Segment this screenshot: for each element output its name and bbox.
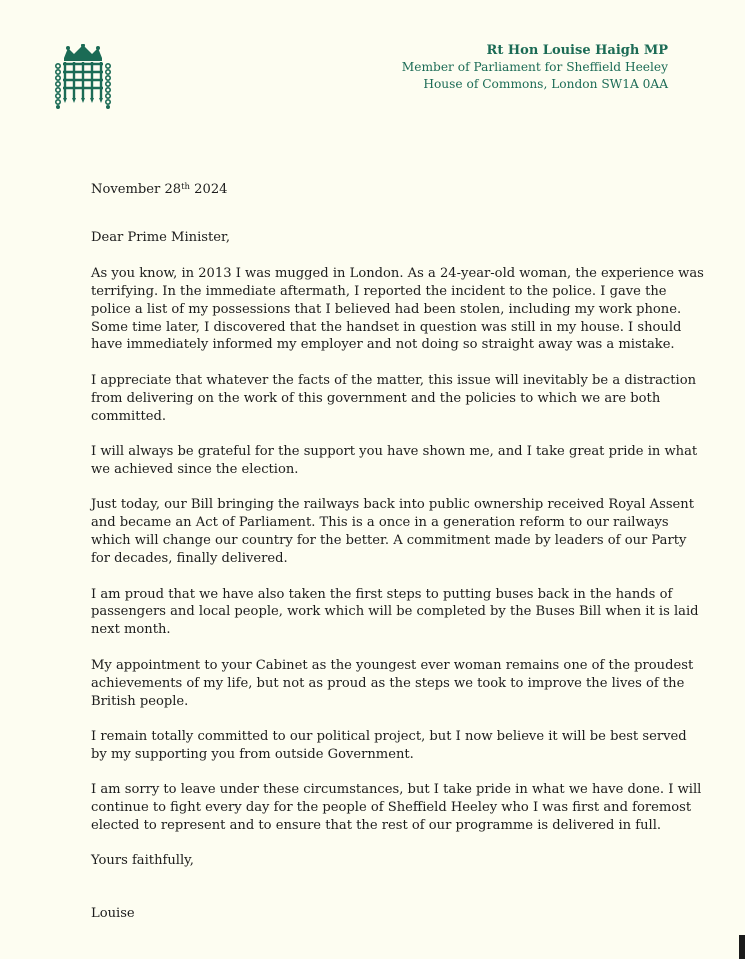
signature: Louise [91,906,135,922]
paragraph: I appreciate that whatever the facts of the matter, this issue will inevitably be a distraction from delivering on the work of this government and the policies to which we are both committed. [91,372,697,424]
portcullis-icon [54,44,112,110]
paragraph: As you know, in 2013 I was mugged in London. As a 24-year-old woman, the experience was terrifying. In the immediate aftermath, I reported the incident to the police. I gave the police a list of my possessions that I believed had been stolen, including my work phone. Some time later, I discovered that the handset in question was still in my house. I should have immediately informed my employer and not doing so straight away was a mistake. [91,265,704,353]
paragraph: Just today, our Bill bringing the railways back into public ownership received Royal Assent and became an Act of Parliament. This is a once in a generation reform to our railways which will change our country for the better. A commitment made by leaders of our Party for decades, finally delivered. [91,497,695,567]
page-edge-shadow [739,935,745,959]
paragraph: My appointment to your Cabinet as the youngest ever woman remains one of the proudest achievements of my life, but not as proud as the steps we took to improve the lives of the British people. [91,657,694,709]
paragraph: I remain totally committed to our political project, but I now believe it will be best served by my supporting you from outside Government. [91,728,687,762]
closing: Yours faithfully, [91,853,194,869]
mp-name: Rt Hon Louise Haigh MP [486,43,668,58]
letter-body [91,181,706,923]
paragraph: I will always be grateful for the support you have shown me, and I take great pride in what we achieved since the election. [91,444,698,477]
mp-role: Member of Parliament for Sheffield Heeley [401,60,668,74]
salutation: Dear Prime Minister, [91,229,230,245]
paragraph: I am sorry to leave under these circumstances, but I take pride in what we have done. I will continue to fight every day for the people of Sheffield Heeley who I was first and foremost elected to represent and to ensure that the rest of our programme is delivered in full. [91,782,702,834]
mp-address: House of Commons, London SW1A 0AA [423,77,668,91]
letter-date: November 28th 2024 [91,182,228,197]
letterhead [402,42,668,93]
paragraph: I am proud that we have also taken the first steps to putting buses back in the hands of passengers and local people, work which will be completed by the Buses Bill when it is laid next month. [91,586,699,638]
